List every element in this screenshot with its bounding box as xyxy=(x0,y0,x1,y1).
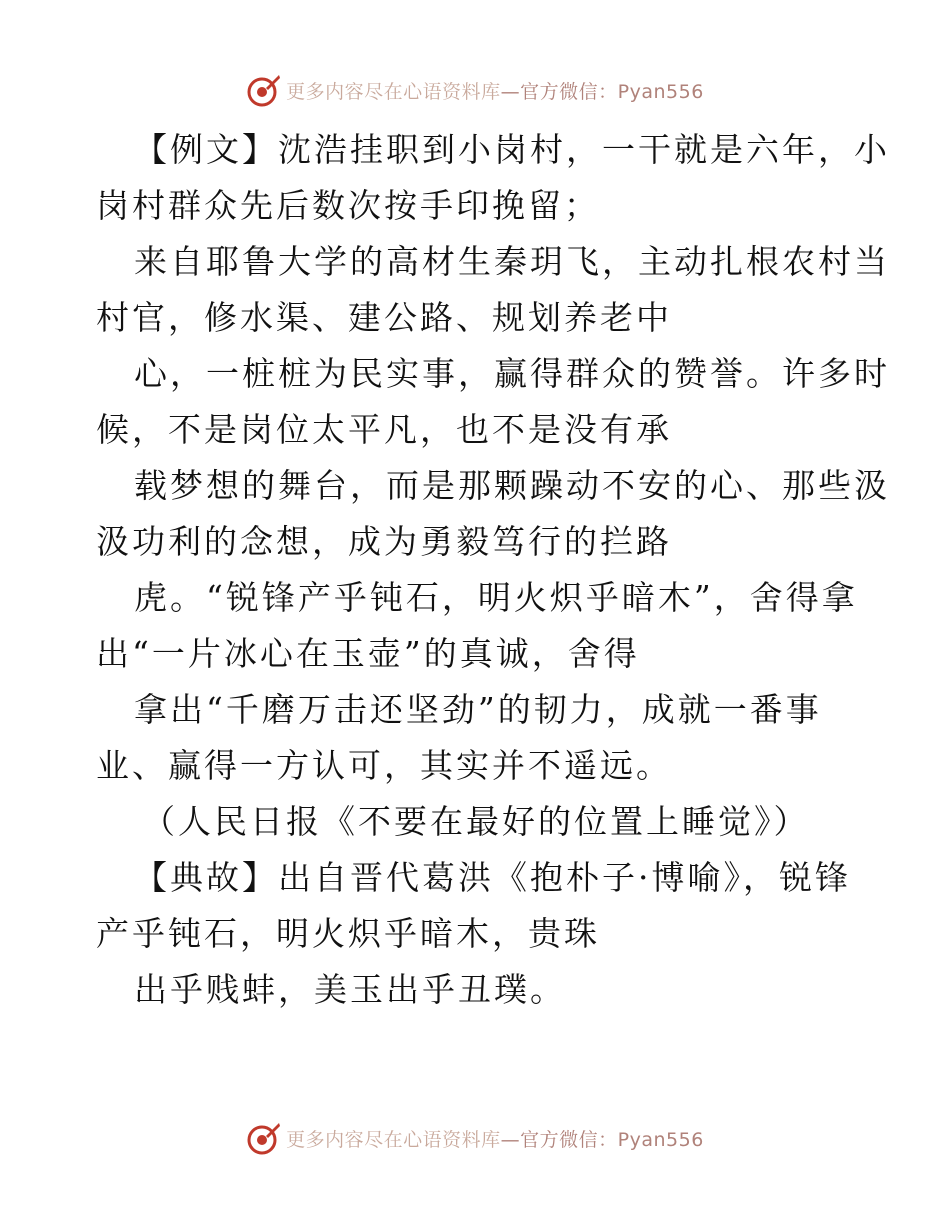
text-line: 候，不是岗位太平凡，也不是没有承 xyxy=(96,410,672,449)
banner-wechat: —官方微信：Pyan556 xyxy=(500,1128,704,1151)
text-line: 岗村群众先后数次按手印挽留； xyxy=(96,186,600,225)
banner-text: 更多内容尽在心语资料库 xyxy=(286,1128,501,1151)
text-line: 来自耶鲁大学的高材生秦玥飞，主动扎根农村当 xyxy=(134,242,890,281)
text-line: 【例文】沈浩挂职到小岗村，一干就是六年，小 xyxy=(134,130,890,169)
text-line: 业、赢得一方认可，其实并不遥远。 xyxy=(96,746,672,785)
text-line: 载梦想的舞台，而是那颗躁动不安的心、那些汲 xyxy=(134,466,890,505)
banner-text: 更多内容尽在心语资料库 xyxy=(286,80,501,103)
text-line: 【典故】出自晋代葛洪《抱朴子·博喻》，锐锋 xyxy=(134,858,851,897)
header-banner xyxy=(0,70,950,110)
quill-logo-icon xyxy=(246,1120,282,1156)
text-line: 拿出“千磨万击还坚劲”的韧力，成就一番事 xyxy=(134,690,822,729)
text-line: 出乎贱蚌，美玉出乎丑璞。 xyxy=(134,970,566,1009)
footer-banner xyxy=(0,1118,950,1158)
quill-logo-icon xyxy=(246,72,282,108)
citation-line: （人民日报《不要在最好的位置上睡觉》） xyxy=(142,802,810,841)
text-line: 出“一片冰心在玉壶”的真诚，舍得 xyxy=(96,634,640,673)
text-line: 虎。“锐锋产乎钝石，明火炽乎暗木”，舍得拿 xyxy=(134,578,858,617)
banner-wechat: —官方微信：Pyan556 xyxy=(500,80,704,103)
text-line: 汲功利的念想，成为勇毅笃行的拦路 xyxy=(96,522,672,561)
text-line: 心，一桩桩为民实事，赢得群众的赞誉。许多时 xyxy=(134,354,890,393)
document-body xyxy=(96,122,890,1018)
text-line: 村官，修水渠、建公路、规划养老中 xyxy=(96,298,672,337)
text-line: 产乎钝石，明火炽乎暗木，贵珠 xyxy=(96,914,600,953)
